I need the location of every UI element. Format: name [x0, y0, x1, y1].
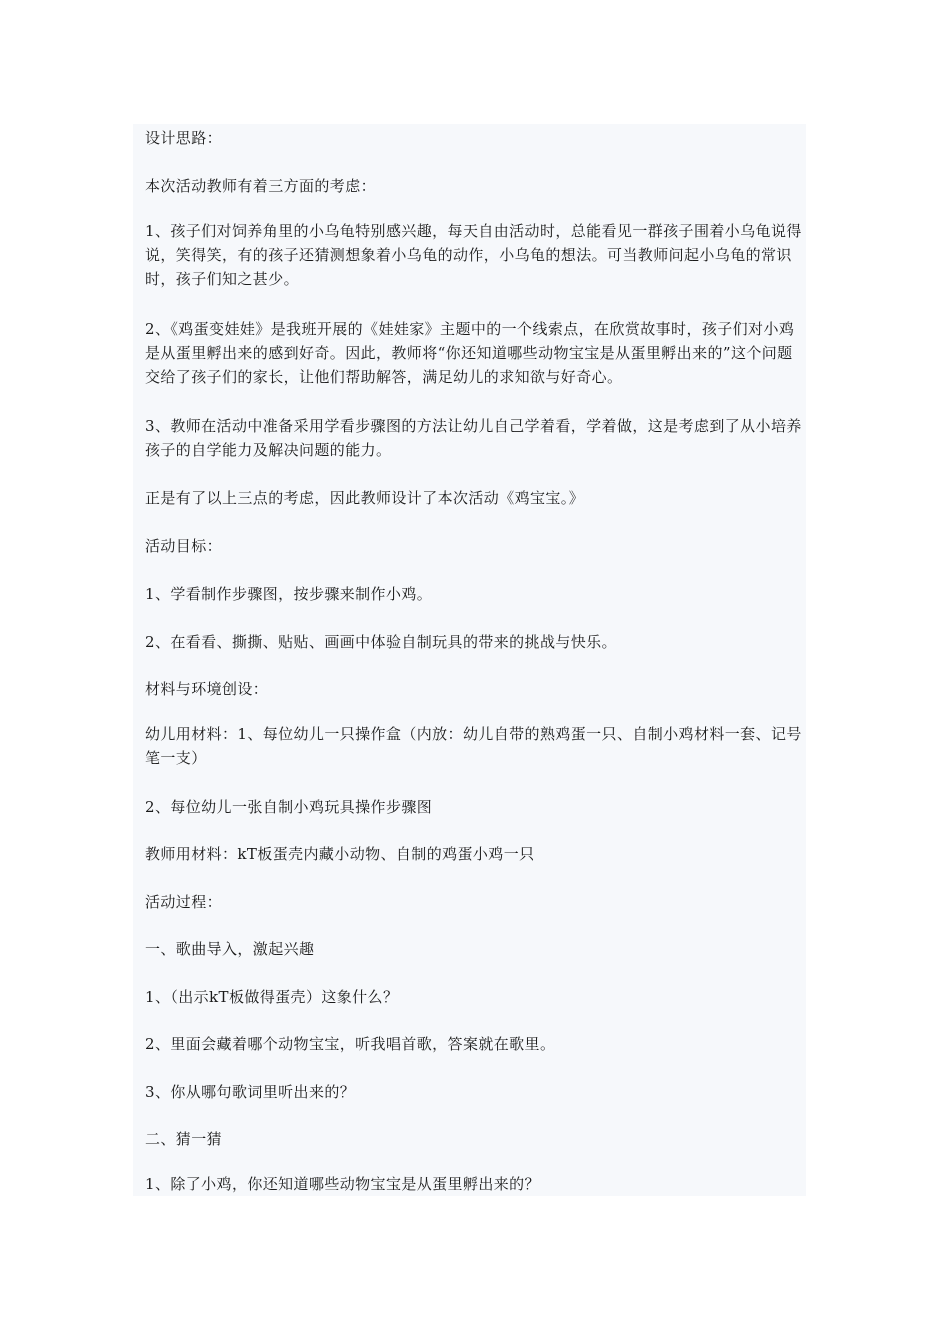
- process-item-1-2: 2、里面会藏着哪个动物宝宝，听我唱首歌，答案就在歌里。: [145, 1035, 556, 1053]
- process-item-1-3: 3、你从哪句歌词里听出来的？: [145, 1083, 356, 1101]
- materials-child-2: 2、每位幼儿一张自制小鸡玩具操作步骤图: [145, 798, 433, 816]
- paragraph-intro: 本次活动教师有着三方面的考虑：: [145, 177, 377, 195]
- section-heading-materials: 材料与环境创设：: [145, 680, 269, 698]
- materials-teacher: 教师用材料：kT板蛋壳内藏小动物、自制的鸡蛋小鸡一只: [145, 845, 535, 863]
- paragraph-point-3: 3、教师在活动中准备采用学看步骤图的方法让幼儿自己学着看，学着做，这是考虑到了从小培养孩子的自学能力及解决问题的能力。: [145, 417, 802, 459]
- process-item-2-1: 1、除了小鸡，你还知道哪些动物宝宝是从蛋里孵出来的？: [145, 1175, 540, 1193]
- materials-child-1: 幼儿用材料：1、每位幼儿一只操作盒（内放：幼儿自带的熟鸡蛋一只、自制小鸡材料一套、记号笔一支）: [145, 725, 802, 767]
- paragraph-point-1: 1、孩子们对饲养角里的小乌龟特别感兴趣，每天自由活动时，总能看见一群孩子围着小乌龟说得说，笑得笑，有的孩子还猜测想象着小乌龟的动作，小乌龟的想法。可当教师问起小乌龟的常识时，孩子们知之甚少。: [145, 222, 802, 288]
- paragraph-conclusion: 正是有了以上三点的考虑，因此教师设计了本次活动《鸡宝宝。》: [145, 489, 585, 507]
- section-heading-design: 设计思路：: [145, 129, 223, 147]
- process-step-2: 二、猜一猜: [145, 1130, 223, 1148]
- section-heading-goals: 活动目标：: [145, 537, 223, 555]
- section-heading-process: 活动过程：: [145, 893, 223, 911]
- paragraph-point-2: 2、《鸡蛋变娃娃》是我班开展的《娃娃家》主题中的一个线索点，在欣赏故事时，孩子们对小鸡是从蛋里孵出来的感到好奇。因此，教师将“你还知道哪些动物宝宝是从蛋里孵出来的”这个问题交给了孩子们的家长，让他们帮助解答，满足幼儿的求知欲与好奇心。: [145, 320, 795, 386]
- goal-item-2: 2、在看看、撕撕、贴贴、画画中体验自制玩具的带来的挑战与快乐。: [145, 633, 617, 651]
- process-item-1-1: 1、（出示kT板做得蛋壳）这象什么？: [145, 988, 399, 1006]
- process-step-1: 一、歌曲导入，激起兴趣: [145, 940, 315, 958]
- document-text-block: [133, 124, 806, 1196]
- goal-item-1: 1、学看制作步骤图，按步骤来制作小鸡。: [145, 585, 433, 603]
